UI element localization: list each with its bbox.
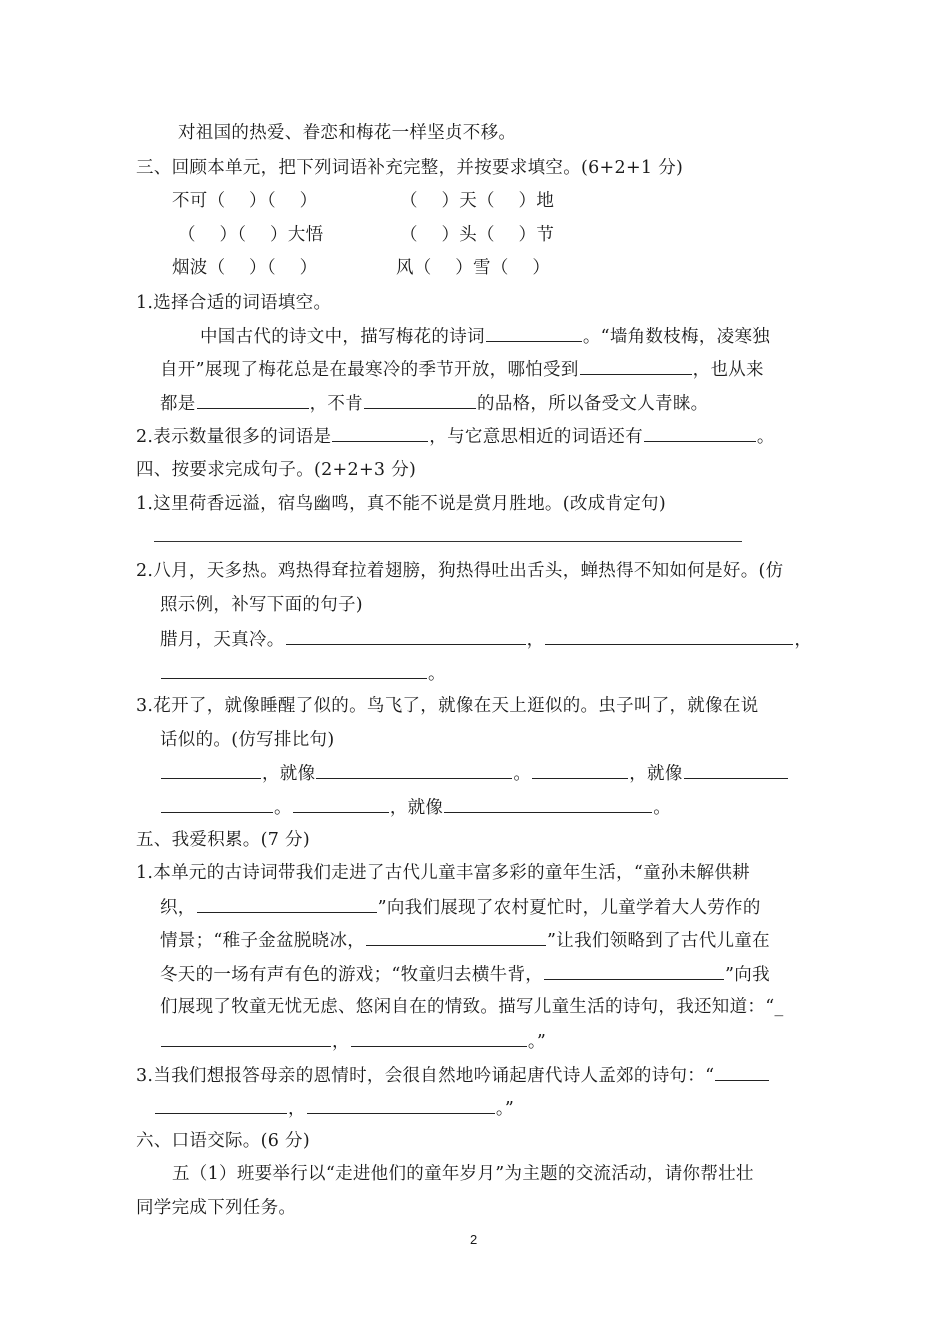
text-line: 照示例，补写下面的句子)	[160, 595, 363, 615]
section-heading: 五、我爱积累。(7 分)	[136, 830, 310, 850]
question: 2.表示数量很多的词语是 ，与它意思相近的词语还有 。	[136, 427, 775, 447]
answer-blank[interactable]	[351, 1030, 527, 1047]
answer-blank[interactable]	[580, 358, 692, 375]
question: 1.本单元的古诗词带我们走进了古代儿童丰富多彩的童年生活，“童孙未解供耕	[136, 863, 750, 883]
text-line: 腊月，天真冷。 ， ，	[160, 630, 813, 650]
question: 1.这里荷香远溢，宿鸟幽鸣，真不能不说是赏月胜地。(改成肯定句)	[136, 494, 666, 514]
text-line: 话似的。(仿写排比句)	[160, 730, 335, 750]
text-line: 对祖国的热爱、眷恋和梅花一样坚贞不移。	[178, 123, 517, 143]
section-heading: 三、回顾本单元，把下列词语补充完整，并按要求填空。(6+2+1 分)	[136, 158, 684, 178]
page-number: 2	[470, 1232, 478, 1247]
text-line: 织， ”向我们展现了农村夏忙时，儿童学着大人劳作的	[160, 898, 761, 918]
answer-blank[interactable]	[197, 392, 309, 409]
text-line: 同学完成下列任务。	[136, 1198, 297, 1218]
answer-blank[interactable]	[486, 325, 582, 342]
word-blank: 烟波（ ）（ ）	[172, 258, 318, 278]
answer-line[interactable]	[154, 541, 742, 542]
answer-blank[interactable]	[366, 929, 546, 946]
question: 2.八月，天多热。鸡热得耷拉着翅膀，狗热得吐出舌头，蝉热得不知如何是好。(仿	[136, 561, 784, 581]
answer-blank[interactable]	[532, 762, 628, 779]
question: 3.花开了，就像睡醒了似的。鸟飞了，就像在天上逛似的。虫子叫了，就像在说	[136, 696, 759, 716]
word-blank: （ ）（ ）大悟	[178, 225, 324, 245]
text-line: 情景；“稚子金盆脱晓冰， ”让我们领略到了古代儿童在	[160, 931, 770, 951]
answer-blank[interactable]	[644, 425, 756, 442]
section-heading: 六、口语交际。(6 分)	[136, 1131, 310, 1151]
text-line: 冬天的一场有声有色的游戏；“牧童归去横牛背， ”向我	[160, 965, 770, 985]
answer-blank[interactable]	[161, 762, 261, 779]
answer-blank[interactable]	[293, 796, 389, 813]
text-line: ，就像 。 ，就像	[160, 762, 789, 785]
answer-blank[interactable]	[161, 662, 427, 679]
answer-blank[interactable]	[161, 796, 273, 813]
answer-blank[interactable]	[316, 762, 512, 779]
text-line: 都是 ，不肯 的品格，所以备受文人青睐。	[160, 394, 709, 414]
word-blank: 不可（ ）（ ）	[172, 191, 318, 211]
question: 3.当我们想报答母亲的恩情时，会很自然地吟诵起唐代诗人孟郊的诗句：“	[136, 1064, 770, 1087]
text-line: 们展现了牧童无忧无虑、悠闲自在的情致。描写儿童生活的诗句，我还知道：“_	[160, 997, 784, 1017]
answer-blank[interactable]	[364, 392, 476, 409]
answer-blank[interactable]	[161, 1030, 331, 1047]
answer-blank[interactable]	[307, 1097, 495, 1114]
answer-blank[interactable]	[715, 1064, 769, 1081]
text-line: 中国古代的诗文中，描写梅花的诗词 。“墙角数枝梅，凌寒独	[200, 327, 771, 347]
question: 1.选择合适的词语填空。	[136, 293, 332, 313]
answer-blank[interactable]	[197, 896, 377, 913]
answer-blank[interactable]	[544, 963, 724, 980]
text-line: 。	[160, 662, 446, 685]
text-line: 五（1）班要举行以“走进他们的童年岁月”为主题的交流活动，请你帮壮壮	[172, 1164, 754, 1184]
word-blank: 风（ ）雪（ ）	[396, 258, 551, 278]
word-blank: （ ）头（ ）节	[400, 225, 555, 245]
text-line: 。 ，就像 。	[160, 796, 671, 819]
answer-blank[interactable]	[332, 425, 428, 442]
answer-blank[interactable]	[286, 628, 526, 645]
section-heading: 四、按要求完成句子。(2+2+3 分)	[136, 460, 417, 480]
text-line: 自开”展现了梅花总是在最寒冷的季节开放，哪怕受到 ，也从来	[160, 360, 764, 380]
answer-blank[interactable]	[684, 762, 788, 779]
answer-blank[interactable]	[155, 1097, 287, 1114]
answer-blank[interactable]	[545, 628, 793, 645]
answer-blank[interactable]	[444, 796, 652, 813]
text-line: ， 。”	[160, 1030, 546, 1053]
text-line: ， 。”	[154, 1097, 514, 1120]
word-blank: （ ）天（ ）地	[400, 191, 555, 211]
